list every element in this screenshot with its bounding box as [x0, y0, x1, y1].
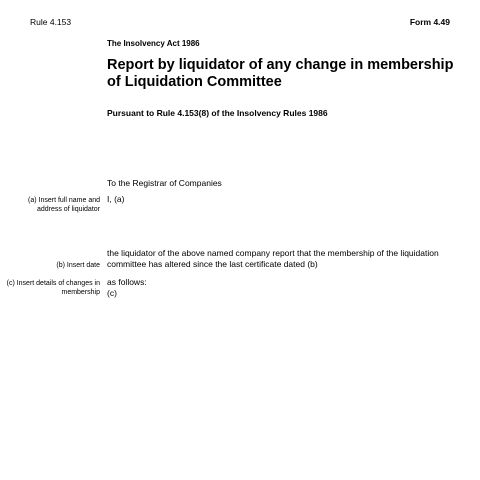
margin-note-a: (a) Insert full name and address of liquidator	[28, 197, 100, 213]
form-number: Form 4.49	[409, 17, 450, 27]
membership-statement: the liquidator of the above named company report that the membership of the liquidation committee has altered since the last certificate dated (b)	[107, 248, 439, 269]
pursuant-line: Pursuant to Rule 4.153(8) of the Insolvency Rules 1986	[107, 108, 328, 118]
liquidator-name-field: I, (a)	[107, 194, 125, 204]
document-title: Report by liquidator of any change in membership of Liquidation Committee	[107, 57, 454, 90]
margin-note-b: (b) Insert date	[56, 262, 100, 269]
changes-details-field: (c)	[107, 288, 117, 298]
rule-reference: Rule 4.153	[30, 17, 72, 27]
addressee-line: To the Registrar of Companies	[107, 178, 222, 188]
act-title: The Insolvency Act 1986	[107, 39, 200, 48]
as-follows-label: as follows:	[107, 277, 147, 287]
margin-note-c: (c) Insert details of changes in membership	[6, 280, 100, 296]
